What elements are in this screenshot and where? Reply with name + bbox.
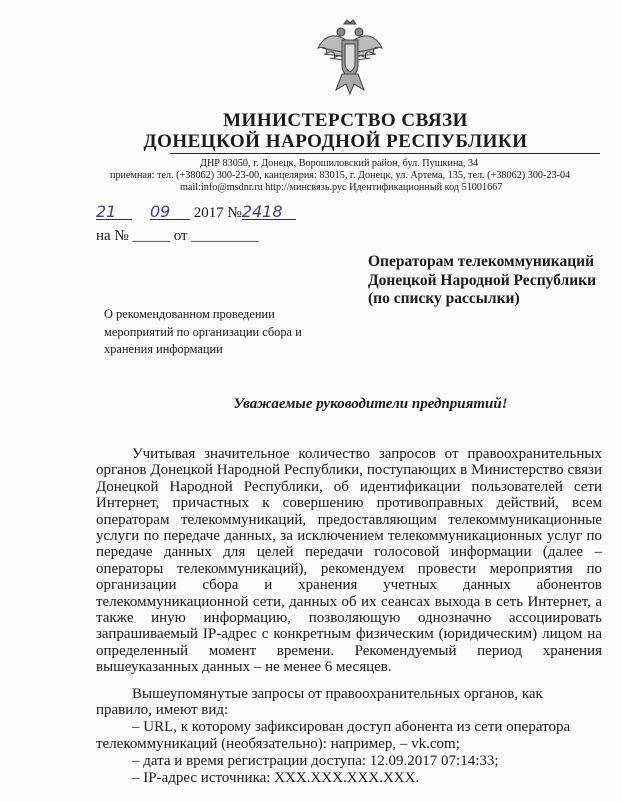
- body-paragraph-1: Учитывая значительное количество запросов от правоохранительных органов Донецкой Народной Республики, поступающих в Министерство связи Донецкой Народной Республики, об идентификации пользователей сети Интернет, причастных к совершению противоправных действий, всем операторам телекоммуникаций, предоставляющим телекоммуникационные услуги по передаче данных, за исключением телекоммуникационных услуг по передаче данных для целей передачи голосовой информации (далее – операторы телекоммуникаций), рекомендуем провести мероприятия по организации сбора и хранения учетных данных абонентов телекоммуникационной сети, данных об их сеансах выхода в сеть Интернет, а также иную информацию, позволяющую однозначно ассоциировать запрашиваемый IP-адрес с конкретным физическим (юридическим) лицом на определенный момент времени. Рекомендуемый период хранения вышеуказанных данных – не менее 6 месяцев.: [96, 446, 602, 676]
- ministry-phones: приемная: тел. (+38062) 300-23-00, канцелярия: 83015, г. Донецк, ул. Артема, 135, тел. (+38062) 300-23-04: [110, 170, 571, 181]
- bullet-url-line2: телекоммуникаций (необязательно): например, – vk.com;: [96, 736, 460, 752]
- coat-of-arms-emblem: [316, 18, 384, 96]
- ministry-title-line1: МИНИСТЕРСТВО СВЯЗИ: [223, 110, 468, 131]
- recipient-line2: Донецкой Народной Республики: [368, 271, 597, 289]
- letter-subject: О рекомендованном проведении мероприятий по организации сбора и хранения информации: [104, 307, 302, 356]
- header-divider: [170, 153, 600, 154]
- recipient-block: [368, 253, 618, 309]
- ministry-title-line2: ДОНЕЦКОЙ НАРОДНОЙ РЕСПУБЛИКИ: [143, 131, 528, 152]
- greeting: Уважаемые руководители предприятий!: [233, 396, 508, 412]
- handwritten-month: 09: [150, 205, 190, 220]
- letter-body: [96, 446, 602, 676]
- registration-year-label: 2017 №: [193, 205, 242, 221]
- handwritten-number: 2418: [242, 205, 296, 220]
- bullet-url-line1: – URL, к которому зафиксирован доступ абонента из сети оператора: [132, 719, 571, 735]
- body-paragraph-2-line1: Вышеупомянутые запросы от правоохранительных органов, как: [132, 686, 543, 702]
- bullet-datetime: – дата и время регистрации доступа: 12.09.2017 07:14:33;: [132, 753, 499, 769]
- recipient-line3: (по списку рассылки): [368, 290, 520, 307]
- body-paragraph-2-line2: правило, имеют вид:: [96, 702, 229, 718]
- ministry-address: ДНР 83050, г. Донецк, Ворошиловский район, бул. Пушкина, 34: [200, 158, 479, 169]
- recipient-line1: Операторам телекоммуникаций: [368, 253, 595, 270]
- ministry-email-web: mail:info@msdnr.ru http://минсвязь.рус Идентификационный код 51001667: [180, 182, 503, 193]
- bullet-ip-address: – IP-адрес источника: XXX.XXX.XXX.XXX.: [132, 770, 420, 786]
- reference-line: на № _____ от _________: [96, 228, 259, 244]
- handwritten-day: 21: [96, 205, 132, 220]
- registration-date-line: [96, 202, 296, 222]
